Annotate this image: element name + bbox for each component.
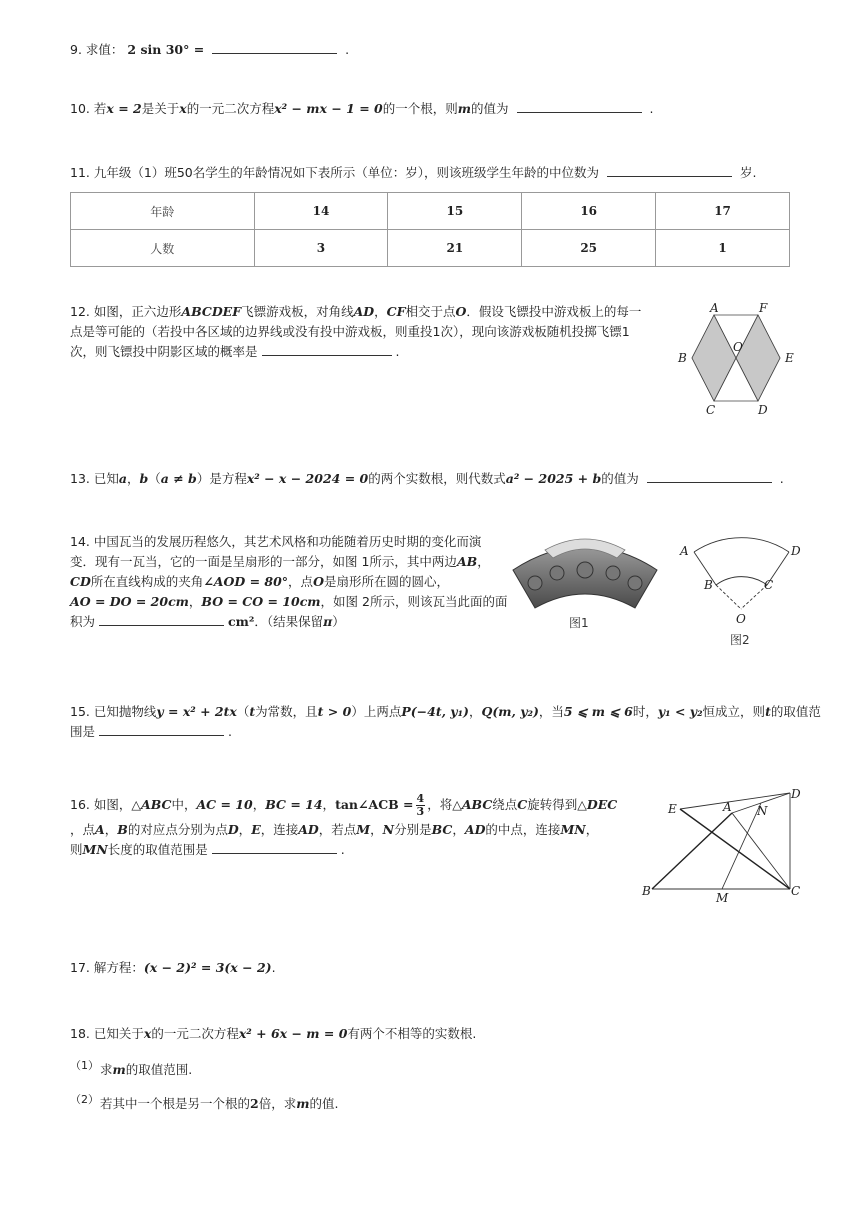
q15-math: t: [249, 704, 256, 719]
table-cell: 1: [656, 230, 790, 267]
q16-math: E: [251, 822, 261, 837]
q17-math: (x − 2)² = 3(x − 2): [143, 960, 272, 975]
table-cell: 人数: [71, 230, 255, 267]
q13-answer-blank[interactable]: [647, 470, 772, 483]
shaded-rhombus-right: [736, 315, 780, 401]
roof-tile-image: [505, 528, 665, 618]
q16-text: ，: [322, 797, 336, 812]
q15-line-1: [70, 702, 821, 722]
q13-text: ，: [127, 471, 140, 486]
label-a: A: [723, 800, 732, 814]
q16-math: BC = 14: [265, 797, 323, 812]
q11-tail: 岁.: [739, 165, 757, 180]
q16-text: 如图，: [93, 797, 132, 812]
q14-text: ．（结果保留: [254, 614, 324, 629]
q13-tail: .: [779, 471, 784, 486]
q17-tail: .: [271, 960, 276, 975]
q16-math: tan∠ACB =: [335, 797, 414, 812]
q16-text: ，: [585, 822, 599, 837]
q9-tail: .: [345, 42, 350, 57]
label-d: D: [758, 403, 768, 417]
q10-math: x: [179, 101, 187, 116]
q16-text: ，: [104, 822, 118, 837]
hexagon-figure: [670, 298, 810, 426]
label-b: B: [642, 884, 651, 898]
q18-text: 的值.: [309, 1096, 339, 1111]
figure-1-caption: 图1: [569, 616, 589, 630]
q14-text: 积为: [70, 614, 96, 629]
q16-answer-blank[interactable]: [212, 841, 337, 854]
q16-text: ，: [370, 822, 383, 837]
q13-text: 的两个实数根，则代数式: [368, 471, 506, 486]
q14-line-1: [70, 532, 500, 552]
q16-line-1: [70, 790, 640, 820]
question-9: [70, 40, 349, 60]
q14-line-4: [70, 592, 508, 612]
label-o: O: [733, 340, 743, 354]
q11-number: 11.: [70, 165, 90, 180]
label-b: B: [678, 351, 687, 365]
table-cell: 17: [656, 193, 790, 230]
q10-text: 是关于: [141, 101, 180, 116]
q9-math: 2 sin 30° =: [127, 42, 205, 57]
q15-text: ，: [468, 704, 482, 719]
question-17: [70, 958, 276, 978]
q15-math: t > 0: [317, 704, 352, 719]
q11-text: 九年级（1）班50名学生的年龄情况如下表所示（单位：岁），则该班级学生年龄的中位数为: [93, 165, 599, 180]
q16-text: 长度的取值范围是: [107, 842, 208, 857]
q16-math: MN: [82, 842, 108, 857]
q10-tail: .: [649, 101, 654, 116]
q12-line-1: [70, 302, 660, 322]
q12-tail: .: [395, 344, 400, 359]
q13-text: （: [148, 471, 161, 486]
q16-fraction: [416, 793, 426, 818]
label-o: O: [736, 612, 746, 626]
q16-line-3: [70, 840, 640, 860]
q16-math: AD: [298, 822, 319, 837]
q9-text: 求值：: [85, 42, 124, 57]
q16-math: △ABC: [131, 797, 172, 812]
q13-text: 已知: [93, 471, 119, 486]
q10-text: 的一元二次方程: [186, 101, 275, 116]
q10-math: m: [457, 101, 471, 116]
q14-text: ）: [332, 614, 345, 629]
table-cell: 15: [388, 193, 522, 230]
q16-line-2: [70, 820, 640, 840]
q18-math: m: [112, 1062, 126, 1077]
q16-text: ，: [238, 822, 252, 837]
q16-math: C: [517, 797, 528, 812]
q9-number: 9.: [70, 42, 82, 57]
q16-math: B: [117, 822, 128, 837]
q16-number: 16.: [70, 797, 90, 812]
q16-math: △ABC: [452, 797, 493, 812]
q16-math: AC = 10: [196, 797, 253, 812]
q18-text: 有两个不相等的实数根.: [347, 1026, 477, 1041]
q13-math: a ≠ b: [160, 471, 197, 486]
q14-text: 变．现有一瓦当，它的一面是呈扇形的一部分，如图 1所示，其中两边: [70, 554, 457, 569]
table-cell: 21: [388, 230, 522, 267]
q14-math: CD: [70, 574, 91, 589]
label-e: E: [785, 351, 794, 365]
q12-line-3: [70, 342, 660, 362]
q17-text: 解方程：: [93, 960, 144, 975]
question-13: [70, 469, 784, 489]
label-d: D: [791, 787, 801, 801]
label-a: A: [680, 544, 689, 558]
q18-text: 若其中一个根是另一个根的: [100, 1096, 251, 1111]
q15-text: 为常数，且: [255, 704, 318, 719]
q16-math: A: [95, 822, 105, 837]
q12-math: CF: [386, 304, 406, 319]
q18-part-number: （1）: [70, 1059, 99, 1072]
q14-text: 中国瓦当的发展历程悠久，其艺术风格和功能随着历史时期的变化而演: [93, 534, 482, 549]
figure-2-caption: 图2: [730, 633, 750, 647]
q18-text: 的一元二次方程: [151, 1026, 239, 1041]
question-12: [70, 302, 660, 362]
q16-text: ，点: [70, 822, 96, 837]
q18-part-1: [70, 1060, 192, 1080]
q12-answer-blank[interactable]: [262, 343, 392, 356]
question-10: [70, 99, 653, 119]
q15-answer-blank[interactable]: [99, 723, 224, 736]
q18-part-number: （2）: [70, 1093, 99, 1106]
question-16: [70, 790, 640, 860]
shaded-rhombus-left: [692, 315, 736, 401]
q13-text: 的值为: [601, 471, 639, 486]
q16-text: ，若点: [318, 822, 357, 837]
q14-answer-blank[interactable]: [99, 613, 224, 626]
table-cell: 年龄: [71, 193, 255, 230]
q16-tail: .: [340, 842, 345, 857]
question-18: [70, 1024, 476, 1044]
q18-math: x² + 6x − m = 0: [238, 1026, 348, 1041]
q12-text: ，: [374, 304, 387, 319]
q15-math: Q(m, y₂): [481, 704, 539, 719]
q14-text: 是扇形所在圆的圆心，: [323, 574, 449, 589]
q15-math: 5 ⩽ m ⩽ 6: [563, 704, 633, 719]
q16-text: 的中点，连接: [485, 822, 561, 837]
q10-text: 的值为: [471, 101, 509, 116]
table-cell: 3: [254, 230, 388, 267]
q12-text: 相交于点: [405, 304, 456, 319]
q18-math: x: [143, 1026, 152, 1041]
q15-number: 15.: [70, 704, 90, 719]
q11-answer-blank[interactable]: [607, 164, 732, 177]
q15-text: ，当: [538, 704, 564, 719]
q16-text: 分别是: [394, 822, 432, 837]
q13-math: a² − 2025 + b: [505, 471, 602, 486]
label-c: C: [791, 884, 801, 898]
q18-math: 2: [250, 1096, 259, 1111]
q17-number: 17.: [70, 960, 90, 975]
sector-figure: [672, 528, 807, 638]
q16-text: ，: [252, 797, 266, 812]
table-row: [71, 193, 790, 230]
q12-text: 次，则飞镖投中阴影区域的概率是: [70, 344, 258, 359]
q16-text: ，连接: [260, 822, 299, 837]
q18-text: 的取值范围.: [125, 1062, 193, 1077]
q10-math: x = 2: [106, 101, 142, 116]
fraction-numerator: 4: [416, 792, 425, 805]
q14-text: ，如图 2所示，则该瓦当此面的面: [320, 594, 508, 609]
q15-math: y₁ < y₂: [657, 704, 703, 719]
table-row: [71, 230, 790, 267]
q12-text: 如图，正六边形: [93, 304, 182, 319]
q18-part-2: [70, 1094, 338, 1114]
q16-math: N: [382, 822, 395, 837]
q14-math: O: [313, 574, 324, 589]
q10-text: 若: [93, 101, 107, 116]
q18-text: 已知关于: [93, 1026, 144, 1041]
q16-math: AD: [464, 822, 486, 837]
q12-text: ．假设飞镖投中游戏板上的每一: [466, 304, 642, 319]
q10-text: 的一个根，则: [382, 101, 458, 116]
q14-math: cm²: [228, 614, 255, 629]
q15-text: 时，: [632, 704, 658, 719]
q15-text: 已知抛物线: [93, 704, 157, 719]
label-c: C: [764, 578, 774, 592]
q12-number: 12.: [70, 304, 90, 319]
q15-text: ）上两点: [351, 704, 402, 719]
q18-math: m: [296, 1096, 310, 1111]
q15-text: 围是: [70, 724, 96, 739]
q18-number: 18.: [70, 1026, 90, 1041]
q14-text: ，点: [288, 574, 314, 589]
q16-math: MN: [560, 822, 586, 837]
q12-math: ABCDEF: [181, 304, 242, 319]
q15-text: 恒成立，则: [702, 704, 766, 719]
q14-math: AO = DO = 20cm: [70, 594, 189, 609]
question-15: [70, 702, 821, 742]
q13-number: 13.: [70, 471, 90, 486]
age-table: [70, 192, 790, 267]
fraction-denominator: 3: [416, 805, 425, 818]
q15-math: t: [765, 704, 771, 719]
q15-line-2: [70, 722, 800, 742]
label-b: B: [704, 578, 713, 592]
q14-math: BO = CO = 10cm: [201, 594, 321, 609]
q13-math: a: [118, 471, 127, 486]
q16-math: D: [227, 822, 239, 837]
label-n: N: [757, 804, 768, 818]
table-cell: 25: [522, 230, 656, 267]
q10-math: x² − mx − 1 = 0: [274, 101, 383, 116]
q12-text: 飞镖游戏板，对角线: [241, 304, 354, 319]
q12-math: O: [455, 304, 467, 319]
q13-text: ）是方程: [196, 471, 247, 486]
q16-text: 绕点: [492, 797, 518, 812]
q15-tail: .: [228, 724, 232, 739]
q12-math: AD: [353, 304, 375, 319]
q14-text: ，: [477, 554, 490, 569]
q15-text: 的取值范: [770, 704, 821, 719]
triangle-rotation-figure: [640, 785, 810, 907]
q16-text: ，: [452, 822, 465, 837]
table-cell: 16: [522, 193, 656, 230]
label-a: A: [710, 301, 719, 315]
label-d: D: [791, 544, 801, 558]
q16-math: BC: [431, 822, 453, 837]
q13-math: b: [139, 471, 149, 486]
q14-math: π: [323, 614, 333, 629]
q15-text: （: [236, 704, 250, 719]
q15-math: y = x² + 2tx: [156, 704, 237, 719]
q16-math: △DEC: [577, 797, 618, 812]
q14-text: 所在直线构成的夹角: [90, 574, 204, 589]
q14-line-3: [70, 572, 500, 592]
label-m: M: [716, 891, 729, 905]
q16-text: ，将: [427, 797, 453, 812]
q16-text: 中，: [171, 797, 197, 812]
q16-text: 则: [70, 842, 83, 857]
q14-line-2: [70, 552, 500, 572]
q16-math: M: [356, 822, 371, 837]
q14-line-5: [70, 612, 500, 632]
q18-text: 求: [100, 1062, 113, 1077]
q14-math: AB: [456, 554, 478, 569]
q15-math: P(−4t, y₁): [401, 704, 469, 719]
q14-math: ∠AOD = 80°: [203, 574, 289, 589]
q16-text: 旋转得到: [527, 797, 578, 812]
q9-answer-blank[interactable]: [212, 41, 337, 54]
q12-line-2: 点是等可能的（若投中各区域的边界线或没有投中游戏板，则重投1次），现向该游戏板随机投掷飞镖1: [70, 324, 630, 339]
label-e: E: [668, 802, 677, 816]
table-cell: 14: [254, 193, 388, 230]
q10-number: 10.: [70, 101, 90, 116]
question-11: [70, 163, 756, 183]
q16-text: 的对应点分别为点: [127, 822, 228, 837]
q10-answer-blank[interactable]: [517, 100, 642, 113]
q14-text: ，: [188, 594, 202, 609]
q14-number: 14.: [70, 534, 90, 549]
q18-text: 倍，求: [258, 1096, 297, 1111]
label-c: C: [706, 403, 716, 417]
question-14: [70, 532, 508, 632]
label-f: F: [759, 301, 768, 315]
q13-math: x² − x − 2024 = 0: [246, 471, 369, 486]
